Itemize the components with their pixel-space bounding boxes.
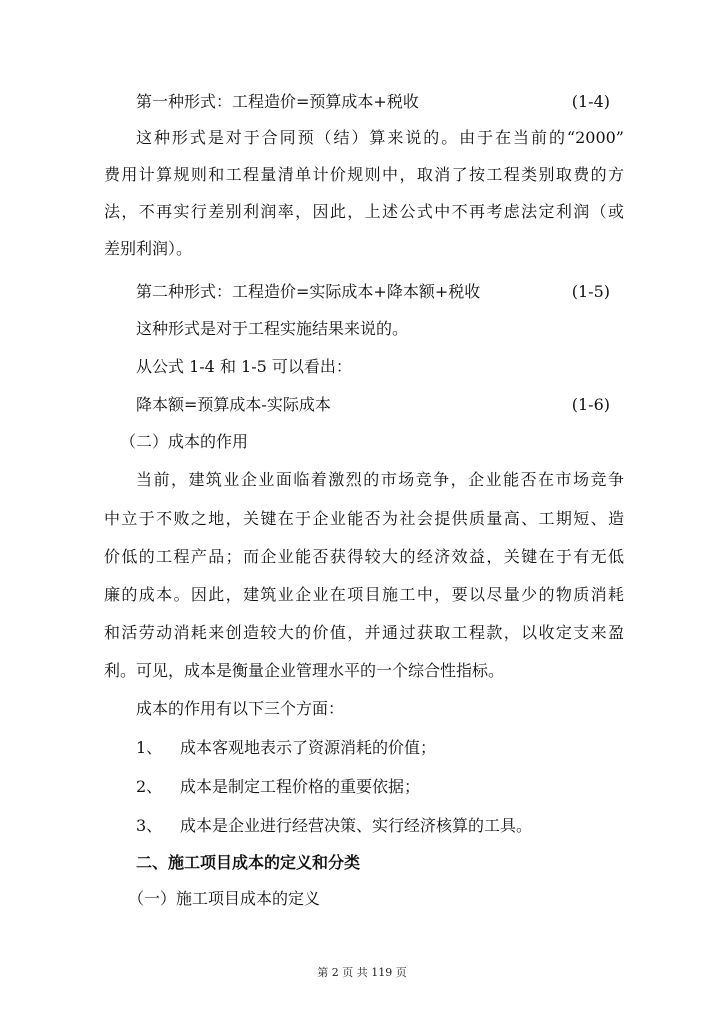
section-heading: 二、施工项目成本的定义和分类	[136, 853, 361, 872]
list-index: 2、	[136, 777, 163, 796]
subheading: （一）施工项目成本的定义	[128, 889, 321, 908]
paragraph-line: 中立于不败之地，关键在于企业能否为社会提供质量高、工期短、造	[104, 509, 624, 528]
paragraph-line: 这种形式是对于合同预（结）算来说的。由于在当前的“2000”	[136, 128, 624, 147]
paragraph-line: 廉的成本。因此，建筑业企业在项目施工中，要以尽量少的物质消耗	[104, 585, 624, 604]
list-index: 3、	[136, 816, 163, 835]
formula-number: (1-4)	[571, 92, 610, 111]
list-text: 成本是企业进行经营决策、实行经济核算的工具。	[180, 816, 533, 835]
formula-number: (1-6)	[571, 395, 610, 414]
paragraph-line: 成本的作用有以下三个方面：	[136, 699, 345, 718]
formula-text: 第二种形式：工程造价=实际成本+降本额+税收	[136, 282, 481, 301]
paragraph-line: 这种形式是对于工程实施结果来说的。	[136, 319, 409, 338]
paragraph-line: 法，不再实行差别利润率，因此，上述公式中不再考虑法定利润（或	[104, 202, 624, 221]
list-text: 成本是制定工程价格的重要依据；	[180, 777, 421, 796]
page-footer: 第 2 页 共 119 页	[317, 966, 407, 979]
list-text: 成本客观地表示了资源消耗的价值；	[180, 738, 437, 757]
paragraph-line: 差别利润）。	[104, 239, 193, 258]
formula-1-5	[136, 281, 624, 303]
subheading: （二）成本的作用	[120, 432, 249, 451]
formula-1-6	[136, 394, 624, 416]
paragraph-line: 从公式 1-4 和 1-5 可以看出：	[136, 357, 352, 376]
formula-text: 第一种形式：工程造价=预算成本+税收	[136, 92, 419, 111]
list-item	[136, 737, 624, 759]
list-item	[136, 815, 624, 837]
paragraph-line: 当前，建筑业企业面临着激烈的市场竞争，企业能否在市场竞争	[136, 470, 624, 489]
list-item	[136, 776, 624, 798]
paragraph-line: 和活劳动消耗来创造较大的价值，并通过获取工程款，以收定支来盈	[104, 623, 624, 642]
paragraph-line: 价低的工程产品；而企业能否获得较大的经济效益，关键在于有无低	[104, 547, 624, 566]
list-index: 1、	[136, 738, 163, 757]
paragraph-line: 费用计算规则和工程量清单计价规则中，取消了按工程类别取费的方	[104, 165, 624, 184]
paragraph-line: 利。可见，成本是衡量企业管理水平的一个综合性指标。	[104, 661, 505, 680]
formula-1-4	[136, 91, 624, 113]
formula-text: 降本额=预算成本-实际成本	[136, 395, 331, 414]
formula-number: (1-5)	[571, 282, 610, 301]
